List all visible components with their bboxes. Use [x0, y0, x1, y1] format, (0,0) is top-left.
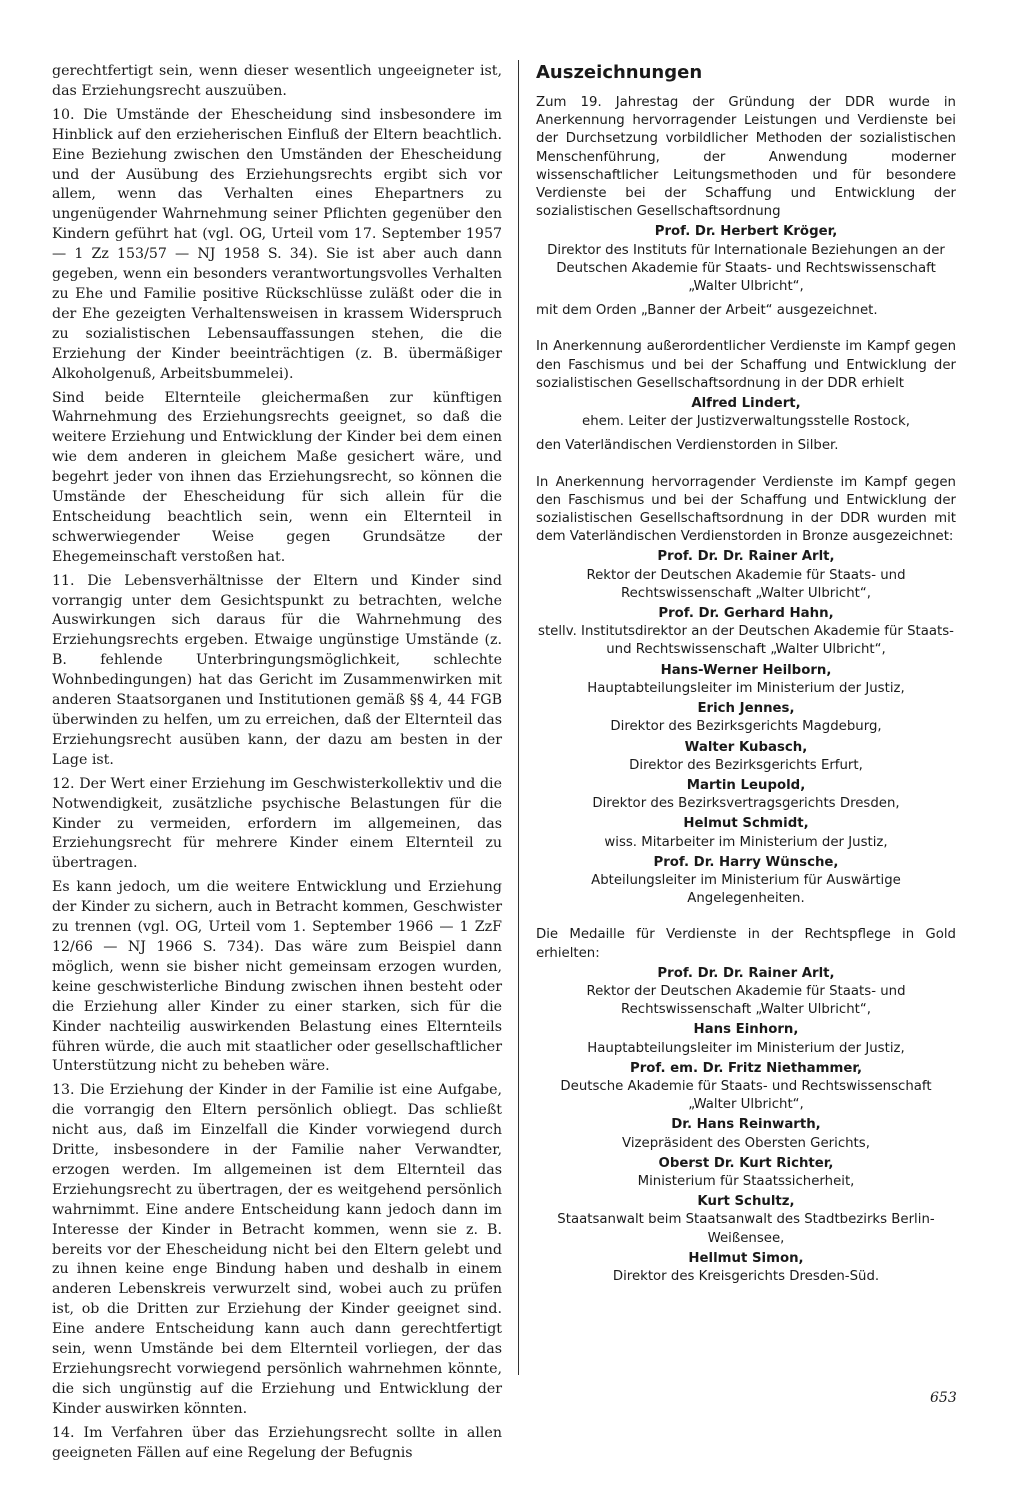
- person-name: Prof. Dr. Gerhard Hahn,: [658, 606, 834, 622]
- person-title: Hauptabteilungsleiter im Ministerium der Justiz,: [587, 1040, 905, 1056]
- left-column: [52, 62, 502, 1468]
- person-title: Ministerium für Staatssicherheit,: [637, 1173, 855, 1189]
- award-intro: In Anerkennung hervorragender Verdienste im Kampf gegen den Faschismus und bei der Schaffung und Entwicklung der sozialistischen Gesellschaftsordnung in der DDR wurden mit dem Vaterländischen Verdienstorden in Bronze ausgezeichnet:: [536, 474, 956, 545]
- right-column: [536, 62, 956, 1286]
- person-title: stellv. Institutsdirektor an der Deutschen Akademie für Staats- und Rechtswissenschaft „Walter Ulbricht“,: [538, 624, 954, 658]
- person-title: Direktor des Bezirksgerichts Magdeburg,: [610, 719, 882, 735]
- award-closing: den Vaterländischen Verdienstorden in Silber.: [536, 438, 839, 454]
- person-title: Deutsche Akademie für Staats- und Rechtswissenschaft „Walter Ulbricht“,: [560, 1078, 932, 1113]
- person-name: Prof. Dr. Harry Wünsche,: [653, 854, 839, 870]
- person-name: Helmut Schmidt,: [683, 816, 809, 832]
- person-name: Hans-Werner Heilborn,: [660, 662, 832, 678]
- person-title: wiss. Mitarbeiter im Ministerium der Justiz,: [604, 834, 888, 850]
- award-block: [536, 338, 956, 455]
- person-name: Dr. Hans Reinwarth,: [671, 1117, 821, 1133]
- person-title: Vizepräsident des Obersten Gerichts,: [622, 1135, 870, 1151]
- award-closing: mit dem Orden „Banner der Arbeit“ ausgezeichnet.: [536, 303, 878, 319]
- paragraph: 14. Im Verfahren über das Erziehungsrecht sollte in allen geeigneten Fällen auf eine Regelung der Befugnis: [52, 1424, 502, 1461]
- person-title: Direktor des Bezirksgerichts Erfurt,: [629, 757, 863, 773]
- award-intro: Die Medaille für Verdienste in der Rechtspflege in Gold erhielten:: [536, 927, 956, 961]
- person-name: Prof. Dr. Herbert Kröger,: [654, 224, 838, 240]
- person-title: ehem. Leiter der Justizverwaltungsstelle Rostock,: [582, 414, 910, 430]
- paragraph: Es kann jedoch, um die weitere Entwicklung und Erziehung der Kinder zu sichern, auch in Betracht kommen, Geschwister zu trennen (vgl. OG, Urteil vom 1. September 1966 — 1 ZzF 12/66 — NJ 1966 S. 734). Das wäre zum Beispiel dann möglich, wenn sie bisher nicht gemeinsam erzogen wurden, keine geschwisterliche Bindung zwischen ihnen besteht oder die Erziehung aller Kinder zu einer starken, sich für die Kinder nachteilig auswirkenden Belastung eines Elternteils führen würde, die auch mit staatlicher oder gesellschaftlicher Unterstützung nicht zu beheben wäre.: [52, 879, 502, 1075]
- award-block: [536, 474, 956, 909]
- person-name: Erich Jennes,: [697, 701, 795, 717]
- person-name: Walter Kubasch,: [684, 739, 808, 755]
- section-heading: Auszeichnungen: [536, 62, 703, 83]
- person-title: Direktor des Kreisgerichts Dresden-Süd.: [612, 1268, 880, 1284]
- person-title: Hauptabteilungsleiter im Ministerium der Justiz,: [587, 680, 905, 696]
- person-title: Direktor des Bezirksvertragsgerichts Dresden,: [592, 796, 900, 812]
- person-title: Abteilungsleiter im Ministerium für Auswärtige Angelegenheiten.: [591, 872, 901, 907]
- person-name: Kurt Schultz,: [697, 1194, 795, 1210]
- award-block: [536, 94, 956, 320]
- paragraph: 13. Die Erziehung der Kinder in der Familie ist eine Aufgabe, die vorrangig den Eltern persönlich obliegt. Das schließt nicht aus, daß im Einzelfall die Kinder vorwiegend durch Dritte, insbesondere in der Familie naher Verwandter, erzogen werden. Im allgemeinen ist dem Elternteil das Erziehungsrecht zu übertragen, der es weitgehend persönlich wahrnimmt. Eine andere Entscheidung kann jedoch dann im Interesse der Kinder in Betracht kommen, wenn sie z. B. bereits vor der Ehescheidung nicht bei den Eltern gelebt und zu ihnen keine enge Bindung haben und deshalb in einem anderen Lebenskreis verwurzelt sind, wobei auch zu prüfen ist, ob die Dritten zur Erziehung der Kinder geeignet sind. Eine andere Entscheidung kann auch dann gerechtfertigt sein, wenn Umstände bei dem Elternteil vorliegen, der das Erziehungsrecht vorwiegend persönlich wahrnehmen könnte, die sich ungünstig auf die Erziehung und Entwicklung der Kinder auswirken könnten.: [52, 1082, 502, 1417]
- person-title: Staatsanwalt beim Staatsanwalt des Stadtbezirks Berlin-Weißensee,: [557, 1212, 935, 1246]
- person-name: Prof. Dr. Dr. Rainer Arlt,: [657, 965, 835, 981]
- person-title: Rektor der Deutschen Akademie für Staats- und Rechtswissenschaft „Walter Ulbricht“,: [586, 983, 906, 1018]
- paragraph: Sind beide Elternteile gleichermaßen zur künftigen Wahrnehmung des Erziehungsrechts geeignet, so daß die weitere Erziehung und Entwicklung der Kinder bei dem einen wie dem anderen in gleichem Maße gesichert wäre, und begehrt jeder von ihnen das Erziehungsrecht, so können die Umstände der Ehescheidung für sich allein für die Entscheidung beachtlich sein, wenn ein Elternteil in schwerwiegender Weise gegen Grundsätze der Ehegemeinschaft verstoßen hat.: [52, 389, 502, 565]
- person-name: Hans Einhorn,: [693, 1022, 799, 1038]
- award-block: [536, 926, 956, 1286]
- person-name: Prof. Dr. Dr. Rainer Arlt,: [657, 549, 835, 565]
- page-number: 653: [930, 1390, 957, 1406]
- paragraph: 12. Der Wert einer Erziehung im Geschwisterkollektiv und die Notwendigkeit, zusätzliche psychische Belastungen für die Kinder zu vermeiden, erfordern im allgemeinen, das Erziehungsrecht für mehrere Kinder einem Elternteil zu übertragen.: [52, 775, 502, 872]
- person-title: Direktor des Instituts für Internationale Beziehungen an der Deutschen Akademie für Staats- und Rechtswissenschaft „Walter Ulbricht“,: [547, 242, 945, 295]
- person-name: Oberst Dr. Kurt Richter,: [658, 1155, 834, 1171]
- award-intro: In Anerkennung außerordentlicher Verdienste im Kampf gegen den Faschismus und bei der Schaffung und Entwicklung der sozialistischen Gesellschaftsordnung in der DDR erhielt: [536, 339, 956, 391]
- person-name: Hellmut Simon,: [688, 1250, 804, 1266]
- person-title: Rektor der Deutschen Akademie für Staats- und Rechtswissenschaft „Walter Ulbricht“,: [586, 567, 906, 601]
- award-intro: Zum 19. Jahrestag der Gründung der DDR wurde in Anerkennung hervorragender Leistungen und Verdienste bei der Durchsetzung vorbildlicher Methoden der sozialistischen Menschenführung, der Anwendung moderner wissenschaftlicher Leitungsmethoden und für besondere Verdienste bei der Schaffung und Entwicklung der sozialistischen Gesellschaftsordnung: [536, 95, 956, 220]
- column-divider: [518, 60, 519, 1375]
- person-name: Alfred Lindert,: [691, 396, 801, 412]
- paragraph: 11. Die Lebensverhältnisse der Eltern und Kinder sind vorrangig unter dem Gesichtspunkt zu betrachten, welche Auswirkungen sich daraus für die Wahrnehmung des Erziehungsrechts ergeben. Etwaige ungünstige Umstände (z. B. fehlende Unterbringungsmöglichkeit, schlechte Wohnbedingungen) hat das Gericht im Zusammenwirken mit anderen Staatsorganen und Institutionen gemäß §§ 4, 44 FGB überwinden zu helfen, um zu erreichen, daß der Elternteil das Erziehungsrecht ausüben kann, der dazu am besten in der Lage ist.: [52, 572, 502, 768]
- person-name: Prof. em. Dr. Fritz Niethammer,: [629, 1060, 863, 1076]
- person-name: Martin Leupold,: [686, 777, 806, 793]
- paragraph: gerechtfertigt sein, wenn dieser wesentlich ungeeigneter ist, das Erziehungsrecht auszuüben.: [52, 63, 502, 99]
- paragraph: 10. Die Umstände der Ehescheidung sind insbesondere im Hinblick auf den erzieherischen Einfluß der Eltern beachtlich. Eine Beziehung zwischen den Umständen der Ehescheidung und der Ausübung des Erziehungsrechts ergibt sich vor allem, wenn das Verhalten eines Ehepartners zu ungenügender Wahrnehmung seiner Pflichten gegenüber den Kindern geführt hat (vgl. OG, Urteil vom 17. September 1957 — 1 Zz 153/57 — NJ 1958 S. 34). Sie ist aber auch dann gegeben, wenn ein besonders verantwortungsvolles Verhalten zu Ehe und Familie positive Rückschlüsse zuläßt oder die in der Ehe gezeigten Verhaltensweisen in krassem Widerspruch zu sozialistischen Lebensauffassungen stehen, die die Erziehung der Kinder beeinträchtigen (z. B. übermäßiger Alkoholgenuß, Arbeitsbummelei).: [52, 106, 502, 382]
